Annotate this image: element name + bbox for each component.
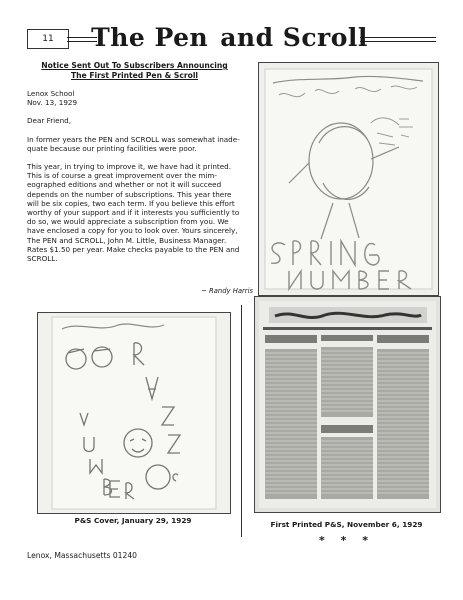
letter-date: Nov. 13, 1929 <box>27 98 78 108</box>
letter-school: Lenox School <box>27 89 75 98</box>
text-line: eographed editions and whether or not it will succeed <box>27 180 222 190</box>
masthead-title <box>91 20 368 54</box>
page-number: 11 <box>27 29 69 49</box>
letter-paragraph-1 <box>27 135 249 153</box>
text-line: This year, in trying to improve it, we have had it printed. <box>27 162 232 172</box>
letter-header <box>27 89 249 107</box>
masthead-rule-right <box>360 37 436 42</box>
text-line: have enclosed a copy for you to look over. Yours sincerely, <box>27 226 238 236</box>
january-cover-image <box>38 313 230 513</box>
letter-paragraph-2 <box>27 162 249 263</box>
printed-newspaper-image <box>255 297 440 512</box>
spring-number-cover-image <box>259 63 438 295</box>
caption-nov-1929: First Printed P&S, November 6, 1929 <box>270 520 423 529</box>
section-separator: * * * <box>319 534 374 547</box>
cover-photo-may-1929 <box>258 62 439 296</box>
letter-body <box>27 89 249 272</box>
caption-jan-1929: P&S Cover, January 29, 1929 <box>74 516 192 525</box>
masthead-right: and Scroll <box>220 22 368 52</box>
text-line: quate because our printing facilities were poor. <box>27 143 197 153</box>
text-line: Rates $1.50 per year. Make checks payable to the PEN and <box>27 244 240 254</box>
text-line: The PEN and SCROLL, John M. Little, Business Manager. <box>27 235 227 245</box>
text-line: In former years the PEN and SCROLL was somewhat inade- <box>27 134 240 144</box>
footer-address: Lenox, Massachusetts 01240 <box>27 551 137 560</box>
text-line: SCROLL. <box>27 254 58 264</box>
notice-title-line2: The First Printed Pen & Scroll <box>70 71 199 80</box>
text-line: worthy of your support and if it interests you sufficiently to <box>27 208 240 218</box>
notice-title-line1: Notice Sent Out To Subscribers Announcing <box>41 61 228 70</box>
masthead-left: The Pen <box>91 22 209 52</box>
text-line: do so, we would appreciate a subscription from you. We <box>27 217 229 227</box>
letter-signature: ~ Randy Harris <box>201 287 253 295</box>
cover-photo-jan-1929 <box>37 312 231 514</box>
text-line: will be six copies, two each term. If you believe this effort <box>27 198 235 208</box>
text-line: This is of course a great improvement over the mim- <box>27 171 217 181</box>
notice-title <box>27 61 242 81</box>
letter-salutation: Dear Friend, <box>27 116 71 126</box>
column-divider <box>241 305 242 537</box>
text-line: depends on the number of subscriptions. This year there <box>27 189 232 199</box>
cover-photo-nov-1929 <box>254 296 441 513</box>
